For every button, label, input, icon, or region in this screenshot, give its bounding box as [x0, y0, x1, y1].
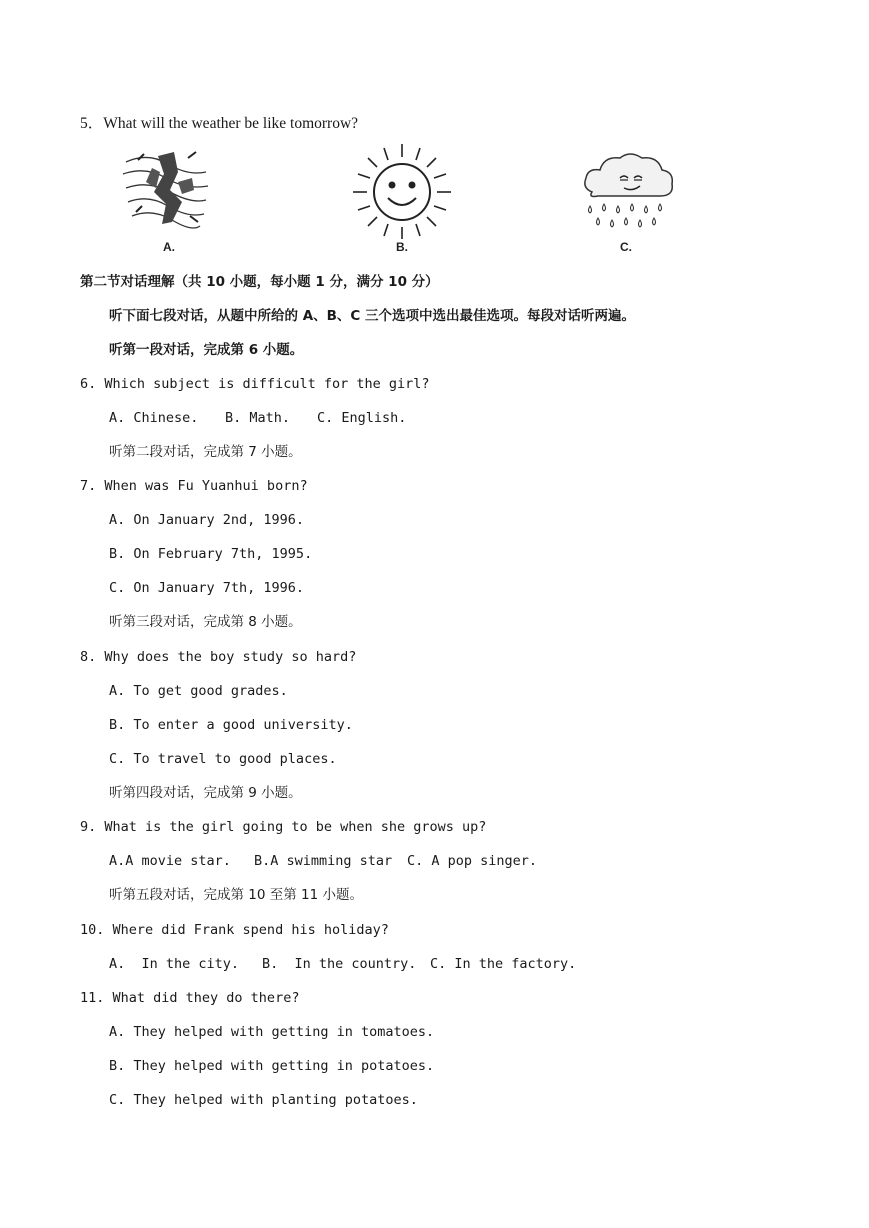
- q9-option-b: B.A swimming star: [254, 853, 393, 869]
- question-11: 11. What did they do there?: [80, 990, 300, 1006]
- dialog-2-note: 听第二段对话，完成第 7 小题。: [109, 444, 302, 460]
- q10-option-c: C. In the factory.: [430, 956, 577, 972]
- windy-storm-icon: [118, 142, 213, 237]
- q6-option-c: C. English.: [317, 410, 407, 426]
- option-label-c: C.: [620, 240, 632, 254]
- q7-option-b: B. On February 7th, 1995.: [109, 546, 313, 562]
- dialog-4-note: 听第四段对话，完成第 9 小题。: [109, 785, 302, 801]
- dialog-5-note: 听第五段对话，完成第 10 至第 11 小题。: [109, 887, 364, 903]
- question-5: 5．What will the weather be like tomorrow?: [80, 115, 359, 132]
- question-6: 6. Which subject is difficult for the girl?: [80, 376, 430, 392]
- option-label-b: B.: [396, 240, 408, 254]
- q11-option-b: B. They helped with getting in potatoes.: [109, 1058, 435, 1074]
- dialog-1-note: 听第一段对话，完成第 6 小题。: [109, 342, 304, 358]
- question-7: 7. When was Fu Yuanhui born?: [80, 478, 308, 494]
- question-10: 10. Where did Frank spend his holiday?: [80, 922, 389, 938]
- q9-option-c: C. A pop singer.: [407, 853, 538, 869]
- q6-option-a: A. Chinese.: [109, 410, 199, 426]
- question-8: 8. Why does the boy study so hard?: [80, 649, 357, 665]
- q9-option-a: A.A movie star.: [109, 853, 231, 869]
- q11-option-c: C. They helped with planting potatoes.: [109, 1092, 418, 1108]
- section-title: 第二节对话理解（共 10 小题，每小题 1 分，满分 10 分）: [80, 274, 439, 290]
- q7-option-c: C. On January 7th, 1996.: [109, 580, 305, 596]
- q6-option-b: B. Math.: [225, 410, 291, 426]
- q8-option-a: A. To get good grades.: [109, 683, 288, 699]
- dialog-3-note: 听第三段对话，完成第 8 小题。: [109, 614, 302, 630]
- question-9: 9. What is the girl going to be when she grows up?: [80, 819, 487, 835]
- q8-option-b: B. To enter a good university.: [109, 717, 353, 733]
- q10-option-b: B. In the country.: [262, 956, 417, 972]
- section-instruction: 听下面七段对话，从题中所给的 A、B、C 三个选项中选出最佳选项。每段对话听两遍。: [109, 308, 636, 324]
- q7-option-a: A. On January 2nd, 1996.: [109, 512, 305, 528]
- q8-option-c: C. To travel to good places.: [109, 751, 337, 767]
- sunny-smiling-sun-icon: [350, 140, 454, 240]
- option-label-a: A.: [163, 240, 175, 254]
- q11-option-a: A. They helped with getting in tomatoes.: [109, 1024, 435, 1040]
- q10-option-a: A. In the city.: [109, 956, 240, 972]
- rainy-cloud-icon: [578, 148, 678, 240]
